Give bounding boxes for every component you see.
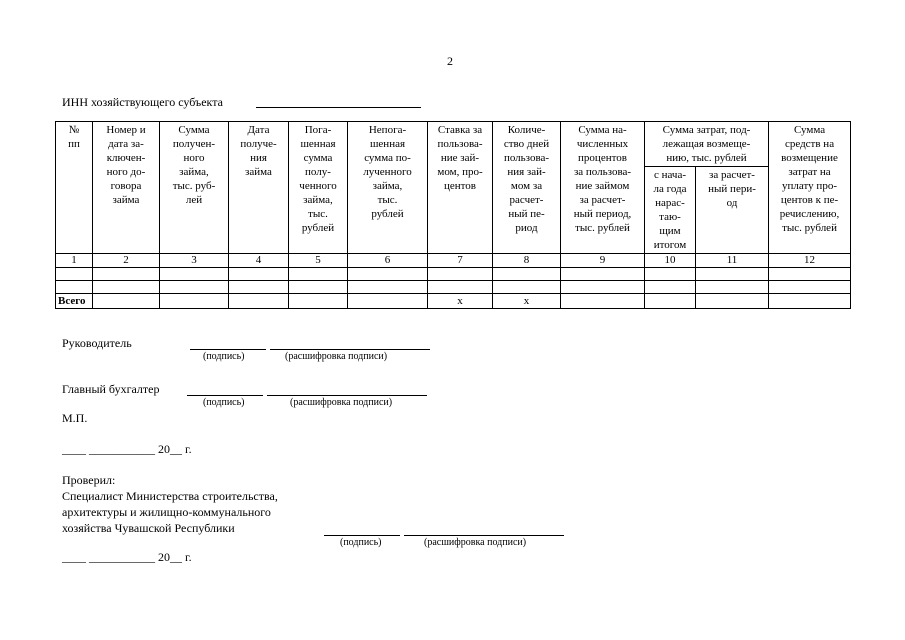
table-cell[interactable] <box>428 281 493 294</box>
verifier-signature-caption: (подпись) <box>340 537 382 548</box>
table-cell[interactable] <box>769 268 851 281</box>
page-number: 2 <box>447 54 453 68</box>
table-cell[interactable] <box>493 281 561 294</box>
column-number: 3 <box>160 254 229 268</box>
table-cell[interactable] <box>229 281 289 294</box>
column-number: 12 <box>769 254 851 268</box>
column-number: 5 <box>289 254 348 268</box>
table-cell[interactable] <box>160 294 229 309</box>
verifier-position-line1: Специалист Министерства строительства, <box>62 489 278 503</box>
header-rate: Ставка за пользова- ние зай- мом, про- центов <box>428 122 493 254</box>
inn-label: ИНН хозяйствующего субъекта <box>62 95 223 109</box>
table-cell[interactable] <box>696 294 769 309</box>
verified-date-line: ____ ___________ 20__ г. <box>62 550 192 564</box>
table-cell[interactable] <box>289 294 348 309</box>
table-cell[interactable] <box>289 268 348 281</box>
table-cell[interactable] <box>56 281 93 294</box>
verifier-position-line2: архитектуры и жилищно-коммунального <box>62 505 271 519</box>
head-decoding-caption: (расшифровка подписи) <box>285 351 388 362</box>
inn-input-line[interactable] <box>256 107 421 108</box>
column-number: 4 <box>229 254 289 268</box>
total-row <box>56 294 851 309</box>
table-cell[interactable] <box>348 281 428 294</box>
verifier-decoding-caption: (расшифровка подписи) <box>424 537 527 548</box>
column-number: 9 <box>561 254 645 268</box>
table-cell[interactable] <box>561 294 645 309</box>
verified-label: Проверил: <box>62 473 116 487</box>
table-row <box>56 281 851 294</box>
column-number: 2 <box>93 254 160 268</box>
header-days: Количе- ство дней пользова- ния зай- мом за расчет- ный пе- риод <box>493 122 561 254</box>
column-number: 11 <box>696 254 769 268</box>
header-funds-to-transfer: Сумма средств на возмещение затрат на уплату про- центов к пе- речислению, тыс. рублей <box>769 122 851 254</box>
table-cell[interactable] <box>645 294 696 309</box>
subheader-year-to-date: с нача- ла года нарас- таю- щим итогом <box>645 167 696 254</box>
total-col8-mark: х <box>493 294 561 309</box>
header-loan-amount: Сумма получен- ного займа, тыс. руб- лей <box>160 122 229 254</box>
head-signature-caption: (подпись) <box>203 351 245 362</box>
table-cell[interactable] <box>93 268 160 281</box>
table-cell[interactable] <box>229 294 289 309</box>
total-col7-mark: х <box>428 294 493 309</box>
column-numbers-row <box>56 254 851 268</box>
column-number: 1 <box>56 254 93 268</box>
header-number: № пп <box>56 122 93 254</box>
seal-mark: М.П. <box>62 411 88 425</box>
column-number: 8 <box>493 254 561 268</box>
table-cell[interactable] <box>769 281 851 294</box>
table-cell[interactable] <box>561 268 645 281</box>
subheader-period: за расчет- ный пери- од <box>696 167 769 254</box>
loan-table <box>55 121 851 309</box>
total-label: Всего <box>56 294 93 309</box>
table-cell[interactable] <box>348 268 428 281</box>
header-loan-date: Дата получе- ния займа <box>229 122 289 254</box>
table-cell[interactable] <box>348 294 428 309</box>
header-unpaid-amount: Непога- шенная сумма по- лученного займа, тыс. рублей <box>348 122 428 254</box>
chief-accountant-label: Главный бухгалтер <box>62 382 160 396</box>
column-number: 7 <box>428 254 493 268</box>
table-cell[interactable] <box>160 281 229 294</box>
accountant-signature-line[interactable] <box>187 395 263 396</box>
table-cell[interactable] <box>769 294 851 309</box>
table-row <box>56 268 851 281</box>
table-cell[interactable] <box>93 294 160 309</box>
verifier-signature-line[interactable] <box>324 535 400 536</box>
head-decoding-line[interactable] <box>270 349 430 350</box>
header-accrued-interest: Сумма на- численных процентов за пользова- ние займом за расчет- ный период, тыс. рублей <box>561 122 645 254</box>
table-cell[interactable] <box>428 268 493 281</box>
table-cell[interactable] <box>645 268 696 281</box>
table-cell[interactable] <box>56 268 93 281</box>
accountant-signature-caption: (подпись) <box>203 397 245 408</box>
accountant-decoding-line[interactable] <box>267 395 427 396</box>
head-label: Руководитель <box>62 336 132 350</box>
table-cell[interactable] <box>93 281 160 294</box>
table-cell[interactable] <box>561 281 645 294</box>
header-contract: Номер и дата за- ключен- ного до- говора займа <box>93 122 160 254</box>
table-cell[interactable] <box>696 268 769 281</box>
header-reimbursable-costs: Сумма затрат, под- лежащая возмеще- нию, тыс. рублей <box>645 122 769 167</box>
table-cell[interactable] <box>229 268 289 281</box>
column-number: 6 <box>348 254 428 268</box>
column-number: 10 <box>645 254 696 268</box>
table-cell[interactable] <box>160 268 229 281</box>
table-cell[interactable] <box>493 268 561 281</box>
date-line: ____ ___________ 20__ г. <box>62 442 192 456</box>
verifier-position-line3: хозяйства Чувашской Республики <box>62 521 235 535</box>
table-cell[interactable] <box>696 281 769 294</box>
accountant-decoding-caption: (расшифровка подписи) <box>290 397 393 408</box>
table-cell[interactable] <box>289 281 348 294</box>
header-repaid-amount: Пога- шенная сумма полу- ченного займа, тыс. рублей <box>289 122 348 254</box>
head-signature-line[interactable] <box>190 349 266 350</box>
verifier-decoding-line[interactable] <box>404 535 564 536</box>
table-cell[interactable] <box>645 281 696 294</box>
